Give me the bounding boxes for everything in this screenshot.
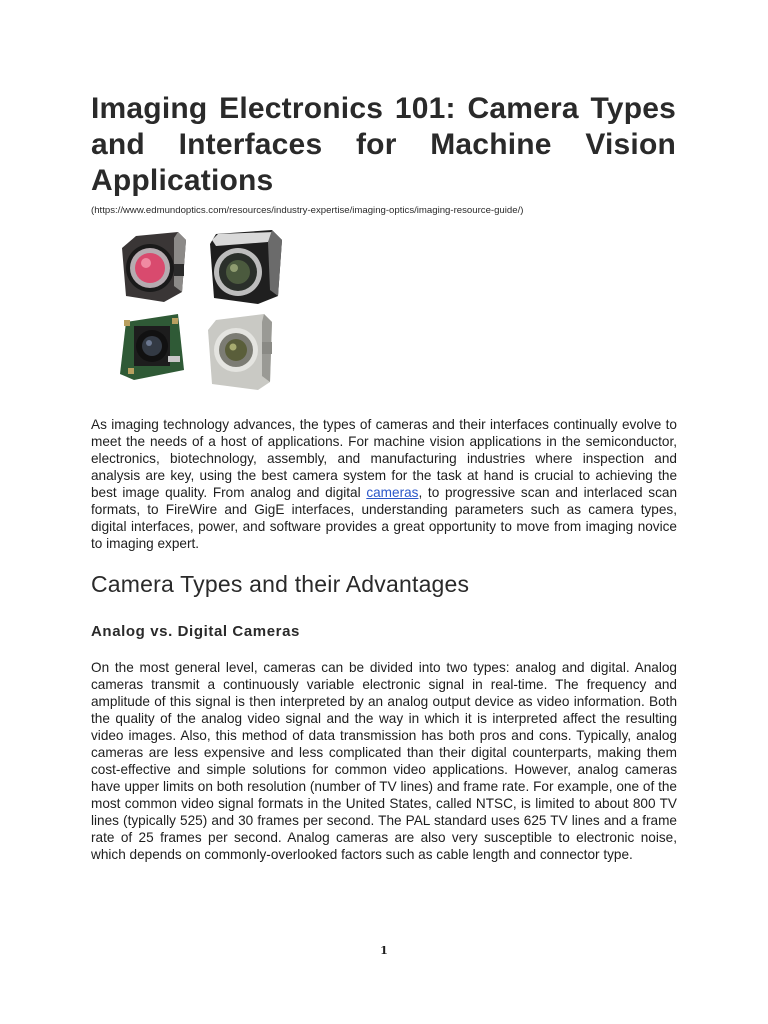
- subsection-heading: Analog vs. Digital Cameras: [91, 623, 300, 640]
- body-paragraph: On the most general level, cameras can be divided into two types: analog and digital. Analog cameras transmit a continuously variable electronic signal in real-time. The frequency and amplitude of this signal is then interpreted by an analog output device as video information. Both the quality of the analog video signal and the way in which it is interpreted affect the resulting video images. Also, this method of data transmission has both pros and cons. Typically, analog cameras are less expensive and less complicated than their digital counterparts, making them cost-effective and simple solutions for common video applications. However, analog cameras have upper limits on both resolution (number of TV lines) and frame rate. For example, one of the most common video signal formats in the United States, called NTSC, is limited to about 800 TV lines (typically 525) and 30 frames per second. The PAL standard uses 625 TV lines and a frame rate of 25 frames per second. Analog cameras are also very susceptible to electronic noise, which depends on commonly-overlooked factors such as cable length and connector type.: [91, 660, 677, 862]
- camera-photo-pink-sensor: [122, 232, 186, 302]
- camera-photo-board-green: [120, 314, 184, 380]
- page-title: Imaging Electronics 101: Camera Types and Interfaces for Machine Vision Applications: [91, 92, 676, 197]
- intro-paragraph: [91, 416, 677, 552]
- intro-text-start: As imaging technology advances, the types of cameras and their interfaces continually evolve to meet the needs of a host of applications. For machine vision applications in the semiconductor, electronics, biotechnology, assembly, and manufacturing industries where inspection and analysis are key, using the best camera system for the task at hand is crucial to achieving the best image quality. From analog and digital: [91, 417, 677, 500]
- source-url: (https://www.edmundoptics.com/resources/industry-expertise/imaging-optics/imaging-resource-guide/): [91, 205, 524, 216]
- section-heading: Camera Types and their Advantages: [91, 571, 470, 597]
- camera-photo-silver: [208, 314, 272, 390]
- intro-text-end: , to progressive scan and interlaced scan formats, to FireWire and GigE interfaces, understanding parameters such as camera types, digital interfaces, power, and software provides a great opportunity to move from imaging novice to imaging expert.: [91, 485, 678, 551]
- camera-photo-black-silver: [210, 230, 282, 304]
- cameras-link[interactable]: cameras: [366, 485, 419, 500]
- camera-product-photos: [112, 230, 288, 392]
- page-number: 1: [380, 944, 388, 957]
